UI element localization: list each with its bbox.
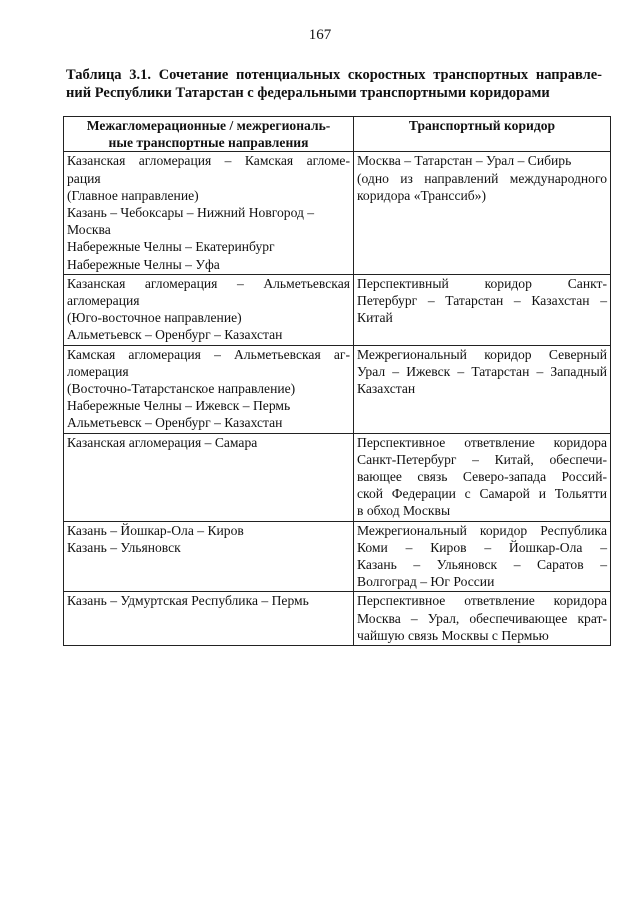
cell-line: ломерация [67, 363, 129, 379]
cell-line: Санкт-Петербург – Китай, обеспечи- [357, 451, 607, 467]
directions-cell [64, 592, 354, 646]
cell-line: (Главное направление) [67, 187, 199, 203]
cell-line: Набережные Челны – Екатеринбург [67, 239, 275, 255]
cell-line: Перспективное ответвление коридора [357, 434, 607, 450]
header-directions-line: ные транспортные направления [108, 135, 309, 151]
cell-line: Казахстан [357, 381, 416, 397]
cell-line: Урал – Ижевск – Татарстан – Западный [357, 363, 607, 379]
cell-line: Альметьевск – Оренбург – Казахстан [67, 415, 283, 431]
cell-line: Москва [67, 222, 111, 238]
cell-line: Казань – Ульяновск [67, 539, 181, 555]
cell-line: (Юго-восточное направление) [67, 310, 242, 326]
table-caption-line: Таблица 3.1. Сочетание потенциальных скоростных транспортных направле- [66, 67, 602, 83]
header-corridor: Транспортный коридор [354, 117, 611, 152]
cell-line: Казань – Йошкар-Ола – Киров [67, 522, 244, 538]
table-row [64, 433, 611, 521]
cell-line: Камская агломерация – Альметьевская аг- [67, 346, 350, 362]
cell-line: в обход Москвы [357, 503, 451, 519]
header-directions-line: Межагломерационные / межрегиональ- [86, 118, 331, 133]
cell-line: Казанская агломерация – Самара [67, 434, 258, 450]
corridors-table [63, 116, 611, 646]
cell-line: агломерация [67, 293, 140, 309]
table-row [64, 345, 611, 433]
cell-line: Межрегиональный коридор Северный [357, 346, 607, 362]
cell-line: Набережные Челны – Ижевск – Пермь [67, 398, 291, 414]
table-header-row [64, 117, 611, 152]
table-row [64, 274, 611, 345]
header-directions [64, 117, 354, 152]
corridor-cell [354, 592, 611, 646]
directions-cell [64, 345, 354, 433]
cell-line: коридора «Транссиб») [357, 187, 486, 203]
cell-line: Москва – Урал, обеспечивающее крат- [357, 610, 607, 626]
cell-line: Китай [357, 310, 393, 326]
table-caption-line: ний Республики Татарстан с федеральными транспортными коридорами [66, 85, 550, 101]
cell-line: Альметьевск – Оренбург – Казахстан [67, 327, 283, 343]
cell-line: Казанская агломерация – Альметьевская [67, 275, 350, 291]
directions-cell [64, 274, 354, 345]
cell-line: Перспективное ответвление коридора [357, 593, 607, 609]
table-row [64, 592, 611, 646]
page-number: 167 [308, 27, 332, 43]
cell-line: (Восточно-Татарстанское направление) [67, 381, 296, 397]
directions-cell [64, 152, 354, 274]
cell-line: Казань – Чебоксары – Нижний Новгород – [67, 205, 315, 221]
corridor-cell [354, 345, 611, 433]
cell-line: Набережные Челны – Уфа [67, 256, 220, 272]
cell-line: (одно из направлений международного [357, 170, 607, 186]
cell-line: Москва – Татарстан – Урал – Сибирь [357, 153, 572, 169]
cell-line: Коми – Киров – Йошкар-Ола – [357, 539, 607, 555]
cell-line: ской Федерации с Самарой и Тольятти [357, 486, 607, 502]
corridor-cell [354, 521, 611, 592]
cell-line: Казань – Удмуртская Республика – Пермь [67, 593, 309, 609]
cell-line: чайшую связь Москвы с Пермью [357, 627, 549, 643]
corridor-cell [354, 433, 611, 521]
table-caption [66, 66, 602, 102]
cell-line: вающее связь Северо-запада Россий- [357, 469, 607, 485]
corridor-cell [354, 152, 611, 274]
directions-cell [64, 521, 354, 592]
directions-cell [64, 433, 354, 521]
corridor-cell [354, 274, 611, 345]
cell-line: Межрегиональный коридор Республика [357, 522, 607, 538]
table-row [64, 521, 611, 592]
cell-line: Казанская агломерация – Камская агломе- [67, 153, 350, 169]
cell-line: Петербург – Татарстан – Казахстан – [357, 293, 607, 309]
cell-line: рация [67, 170, 101, 186]
table-row [64, 152, 611, 274]
cell-line: Волгоград – Юг России [357, 574, 495, 590]
cell-line: Перспективный коридор Санкт- [357, 275, 607, 291]
cell-line: Казань – Ульяновск – Саратов – [357, 557, 607, 573]
